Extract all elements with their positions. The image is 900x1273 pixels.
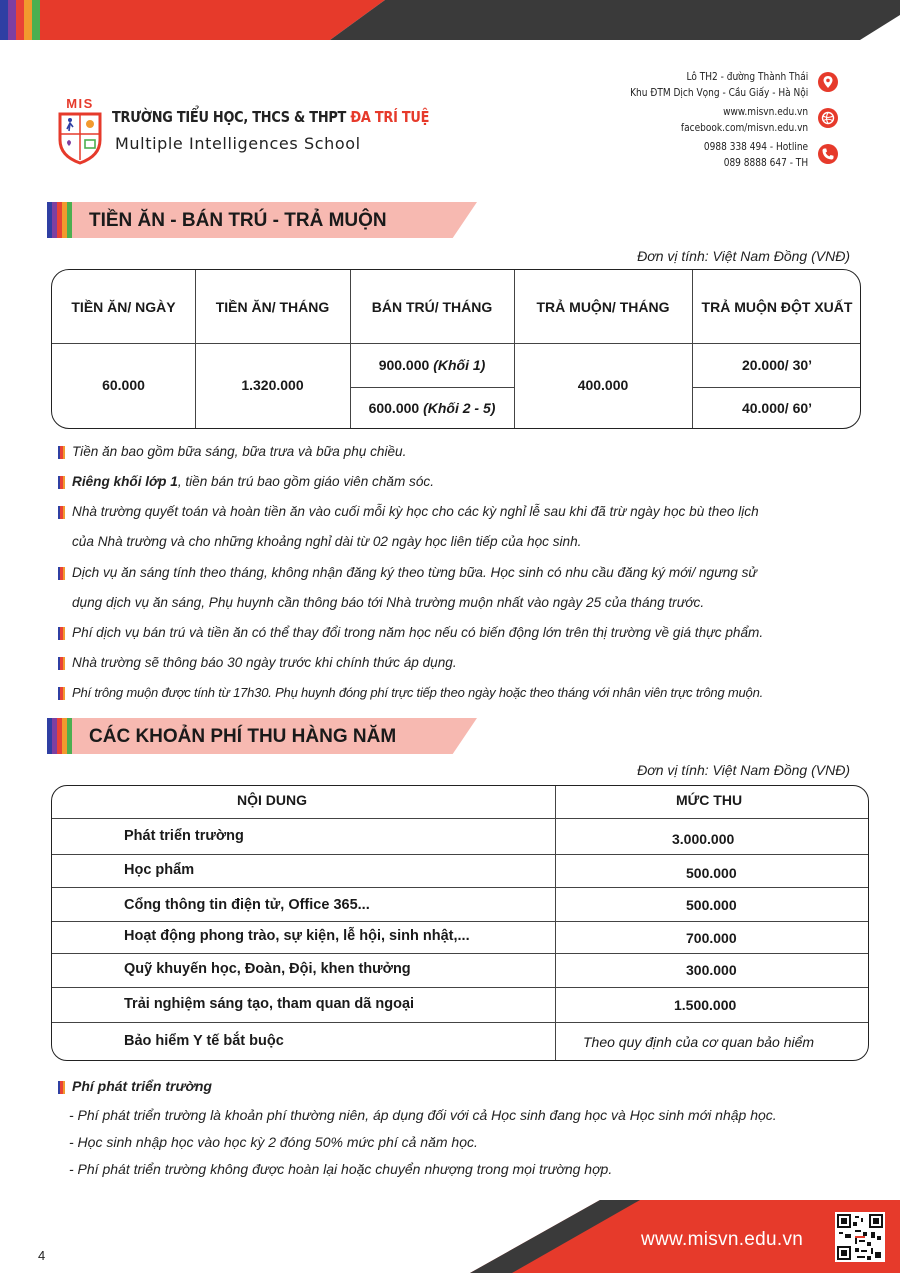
- top-decoration: [0, 0, 900, 40]
- note-item: Nhà trường sẽ thông báo 30 ngày trước khi chính thức áp dụng.: [58, 648, 888, 678]
- development-fee-note-line: - Học sinh nhập học vào học kỳ 2 đóng 50% mức phí cả năm học.: [69, 1134, 478, 1150]
- late-adhoc-30-value: 20.000/ 30’: [741, 357, 813, 373]
- svg-text:MIS: MIS: [66, 96, 94, 111]
- section-header-meals: [47, 202, 477, 238]
- late-per-month-value: 400.000: [577, 377, 629, 393]
- fee-value: 3.000.000: [672, 831, 735, 847]
- meal-per-month-value: 1.320.000: [241, 377, 304, 393]
- fee-value: Theo quy định của cơ quan bảo hiểm: [583, 1034, 815, 1050]
- section-title: CÁC KHOẢN PHÍ THU HÀNG NĂM: [89, 726, 397, 747]
- fee-value: 500.000: [686, 897, 737, 913]
- fee-label: Hoạt động phong trào, sự kiện, lễ hội, sinh nhật,...: [124, 928, 470, 944]
- header-boarding-per-month: BÁN TRÚ/ THÁNG: [371, 298, 493, 315]
- boarding-grade-2-5-value: 600.000 (Khối 2 - 5): [368, 400, 496, 416]
- location-pin-icon: [818, 72, 838, 92]
- school-subtitle: Multiple Intelligences School: [115, 134, 361, 153]
- contact-phone: 0988 338 494 - Hotline 089 8888 647 - TH: [703, 140, 808, 169]
- fee-label: Học phẩm: [124, 862, 195, 878]
- section-header-annual-fees: [47, 718, 477, 754]
- bullet-marker-icon: [58, 627, 65, 640]
- bullet-marker-icon: [58, 657, 65, 670]
- late-adhoc-60-value: 40.000/ 60’: [741, 400, 813, 416]
- qr-code[interactable]: [835, 1212, 885, 1262]
- fee-label: Quỹ khuyến học, Đoàn, Đội, khen thưởng: [124, 961, 411, 977]
- note-item: Phí trông muộn được tính từ 17h30. Phụ huynh đóng phí trực tiếp theo ngày hoặc theo tháng với nhân viên trực trông muộn.: [58, 678, 888, 708]
- currency-unit-note: Đơn vị tính: Việt Nam Đồng (VNĐ): [637, 248, 850, 264]
- header-meal-per-month: TIỀN ĂN/ THÁNG: [215, 298, 330, 315]
- fee-label: Bảo hiểm Y tế bắt buộc: [124, 1033, 284, 1049]
- contact-web: [681, 104, 808, 136]
- header-meal-per-day: TIỀN ĂN/ NGÀY: [71, 298, 176, 315]
- note-item: Nhà trường quyết toán và hoàn tiền ăn vào cuối mỗi kỳ học cho các kỳ nghỉ lễ sau khi đã trừ ngày học bù theo lịch của Nhà trường và cho những khoảng nghỉ dài từ 02 ngày học liên tiếp của học sinh.: [58, 497, 888, 557]
- fee-label: Phát triển trường: [124, 828, 244, 844]
- bullet-marker-icon: [58, 446, 65, 459]
- bullet-marker-icon: [58, 567, 65, 580]
- globe-icon: [818, 108, 838, 128]
- bullet-marker-icon: [58, 476, 65, 489]
- header-late-adhoc: TRẢ MUỘN ĐỘT XUẤT: [701, 298, 853, 315]
- meal-fee-table: [51, 269, 861, 429]
- header-amount: MỨC THU: [676, 792, 743, 808]
- contact-address: Lô TH2 - đường Thành Thái Khu ĐTM Dịch Vọng - Cầu Giấy - Hà Nội: [629, 70, 808, 99]
- boarding-grade-1-value: 900.000 (Khối 1): [378, 357, 486, 373]
- top-color-stripes: [0, 0, 40, 40]
- note-item: Riêng khối lớp 1, tiền bán trú bao gồm giáo viên chăm sóc.: [58, 467, 888, 497]
- note-item: Tiền ăn bao gồm bữa sáng, bữa trưa và bữa phụ chiều.: [58, 437, 888, 467]
- facebook-link[interactable]: facebook.com/misvn.edu.vn: [680, 121, 808, 134]
- development-fee-note-line: - Phí phát triển trường không được hoàn lại hoặc chuyển nhượng trong mọi trường hợp.: [69, 1161, 613, 1177]
- development-fee-note-line: - Phí phát triển trường là khoản phí thường niên, áp dụng đối với cả Học sinh đang học và Học sinh mới nhập học.: [69, 1107, 777, 1123]
- page-number: 4: [38, 1248, 46, 1263]
- website-link[interactable]: www.misvn.edu.vn: [722, 105, 808, 118]
- top-banner-shape: [0, 0, 900, 40]
- fee-value: 500.000: [686, 865, 737, 881]
- fee-value: 700.000: [686, 930, 737, 946]
- bullet-marker-icon: [58, 506, 65, 519]
- currency-unit-note: Đơn vị tính: Việt Nam Đồng (VNĐ): [637, 762, 850, 778]
- school-logo: [55, 96, 105, 166]
- bullet-marker-icon: [58, 1081, 65, 1094]
- phone-icon: [818, 144, 838, 164]
- header-content: NỘI DUNG: [237, 792, 307, 808]
- note-item: Phí dịch vụ bán trú và tiền ăn có thể thay đổi trong năm học nếu có biến động lớn trên thị trường về giá thực phẩm.: [58, 618, 888, 648]
- header-late-per-month: TRẢ MUỘN/ THÁNG: [536, 298, 670, 315]
- fee-label: Trải nghiệm sáng tạo, tham quan dã ngoại: [124, 996, 415, 1012]
- footer-website-link[interactable]: www.misvn.edu.vn: [641, 1229, 804, 1250]
- development-fee-note-title: Phí phát triển trường: [58, 1078, 212, 1094]
- school-name: TRƯỜNG TIỂU HỌC, THCS & THPT ĐA TRÍ TUỆ: [112, 108, 430, 126]
- meal-per-day-value: 60.000: [102, 377, 145, 393]
- annual-fee-table: [51, 785, 869, 1061]
- section-title: TIỀN ĂN - BÁN TRÚ - TRẢ MUỘN: [89, 210, 387, 231]
- fee-value: 300.000: [686, 962, 737, 978]
- note-item: Dịch vụ ăn sáng tính theo tháng, không nhận đăng ký theo từng bữa. Học sinh có nhu cầu đăng ký mới/ ngưng sử dụng dịch vụ ăn sáng, Phụ huynh cần thông báo tới Nhà trường muộn nhất vào ngày 25 của tháng trước.: [58, 558, 888, 618]
- bullet-marker-icon: [58, 687, 65, 700]
- fee-value: 1.500.000: [674, 997, 737, 1013]
- fee-label: Cổng thông tin điện tử, Office 365...: [124, 897, 370, 913]
